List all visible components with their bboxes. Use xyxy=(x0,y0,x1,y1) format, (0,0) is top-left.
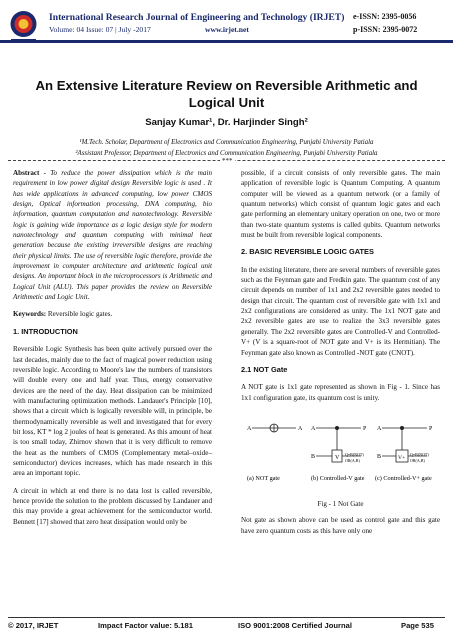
not-gate-paragraph-2: Not gate as shown above can be used as control gate and this gate have zero quantum costs as this have only one xyxy=(241,516,440,535)
cvp-input-b: B xyxy=(377,453,382,460)
p-issn: p-ISSN: 2395-0072 xyxy=(353,25,418,34)
cvp-output-q1: Q=B(NOT) xyxy=(410,451,429,457)
gates-paragraph: In the existing literature, there are several numbers of reversible gates such as the Feynman gate and Fredkin gate. The quantum cost of any circuit depends on number of 1x1 and 2x2 reversible gates needed to design that circuit. The quantum cost of reversible gate with 1x1 and 2x2 configurations are considered as unity. The 1x1 NOT gate and 2x2 reversible gates are use to realize the 3x3 reversible gates generally. The 2x2 reversible gates are Controlled-V and Controlled-V+ (V is a square-root of NOT gate and V+ is its Hermitian). The Feynman gate also known as Controlled -NOT gate (CNOT). xyxy=(241,265,440,357)
cvp-output-p: P xyxy=(429,425,433,432)
abstract xyxy=(13,168,212,302)
cvp-gate-label: (c) Controlled-V+ gate xyxy=(375,474,432,482)
paper-authors: Sanjay Kumar¹, Dr. Harjinder Singh² xyxy=(145,117,308,128)
cv-output-q1: Q=B(NOT) xyxy=(345,451,364,457)
keywords xyxy=(13,309,212,319)
journal-website[interactable]: www.irjet.net xyxy=(205,25,249,34)
not-gate-heading: 2.1 NOT Gate xyxy=(241,364,288,374)
footer-impact-factor: Impact Factor value: 5.181 xyxy=(98,621,193,630)
footer-page-number: Page 535 xyxy=(401,621,434,630)
figure-1 xyxy=(241,410,440,496)
gate-diagram xyxy=(241,410,440,496)
footer-copyright: © 2017, IRJET xyxy=(8,621,59,630)
left-column xyxy=(13,168,212,534)
affiliation-2: ²Assistant Professor, Department of Electronics and Communication Engineering, Punjabi University Patiala xyxy=(75,150,378,157)
abstract-text: To reduce the power dissipation which is the main requirement in low power digital design Reversible logic is used . It has wide applications in advanced computing, low power CMOS design, Optical information processing, DNA computing, bio information, quantum computation and nanotechnology. Reversible logic is gaining wide importance as a logic design style for modern nanotechnology and quantum computing with minimal heat generation because the existing irreversible designs are reaching their physical limits. The use of reversible logic therefore, provide the improvement in computer architecture and arithmetic logical unit designs. An important block in the microprocessors is Arithmetic and Logical Unit (ALU). This paper provides the review on Reversible Arithmetic and Logic Unit. xyxy=(13,169,212,302)
intro-paragraph-1: Reversible Logic Synthesis has been quite actively pursued over the last decades, mainly due to the fact of magical power reduction using reversible logic. According to Moore's law the numbers of transistors will double every one and half year. Thus, energy conservative devices are the need of the day. Heat dissipation can be minimized with manufacturing optimization methods. Landauer's Principle [10], shows that a circuit which is logically reversible will, in principle, be thermodynamically reversible as well and investigated that for every bit loss, KT * log 2 joules of heat is generated. As this amount of heat is too small today, Zhirnov shown that it is very difficult to remove the heat as the numbers of CMOS (Complementary metal–oxide–semiconductor) devices increases, which has made research in this area an important topic. xyxy=(13,345,212,478)
intro-paragraph-2: A circuit in which at end there is no data lost is called reversible, hence provide the solution to the problem discussed by Landauer and this may provide a great achievement for the semiconductor world. Bennett [17] showed that zero heat dissipation would only be xyxy=(13,486,212,526)
header-rule xyxy=(0,40,453,43)
cv-output-q2: OR(A,B) xyxy=(345,457,360,463)
gates-heading: 2. BASIC REVERSIBLE LOGIC GATES xyxy=(241,247,374,257)
right-paragraph-1: possible, if a circuit consists of only reversible gates. The main application of reversible logic is Quantum Computing. A quantum computer will be viewed as a quantum network (or a family of quantum networks) which consist of quantum logic gates and each gate performing an elementary unitary operation on one, two or more than two-state quantum systems is called qubits. Quantum networks must be built from reversible logical components. xyxy=(241,169,440,240)
paper-title: An Extensive Literature Review on Reversible Arithmetic and Logical Unit xyxy=(35,78,418,110)
journal-header xyxy=(0,0,453,66)
affiliation-1: ¹M.Tech. Scholar, Department of Electronics and Communication Engineering, Punjabi University Patiala xyxy=(79,139,374,146)
e-issn: e-ISSN: 2395-0056 xyxy=(353,12,417,21)
v-label: V xyxy=(335,454,340,461)
not-input-label: A xyxy=(247,425,252,432)
cvp-output-q2: OR(A,B) xyxy=(410,457,425,463)
cv-gate-label: (b) Controlled-V gate xyxy=(311,474,365,482)
not-gate-label: (a) NOT gate xyxy=(247,474,280,482)
cv-input-a: A xyxy=(311,425,316,432)
keywords-label: Keywords: xyxy=(13,310,47,319)
abstract-label: Abstract - xyxy=(13,169,46,177)
vplus-label: V+ xyxy=(398,454,406,461)
divider-marker: *** xyxy=(222,157,233,165)
cv-output-p: P xyxy=(363,425,367,432)
footer-iso: ISO 9001:2008 Certified Journal xyxy=(238,621,352,630)
not-gate-paragraph: A NOT gate is 1x1 gate represented as shown in Fig - 1. Since has 1x1 configuration gate, its quantum cost is unity. xyxy=(241,383,440,402)
keywords-text: Reversible logic gates. xyxy=(47,310,113,319)
not-output-label: A xyxy=(298,425,303,432)
figure-caption: Fig - 1 Not Gate xyxy=(317,499,364,508)
right-column xyxy=(241,168,440,543)
footer-rule xyxy=(8,617,445,618)
cv-input-b: B xyxy=(311,453,316,460)
volume-issue: Volume: 04 Issue: 07 | July -2017 xyxy=(49,25,151,34)
journal-name: International Research Journal of Engineering and Technology (IRJET) xyxy=(49,12,345,23)
cvp-input-a: A xyxy=(377,425,382,432)
intro-heading: 1. INTRODUCTION xyxy=(13,326,78,336)
